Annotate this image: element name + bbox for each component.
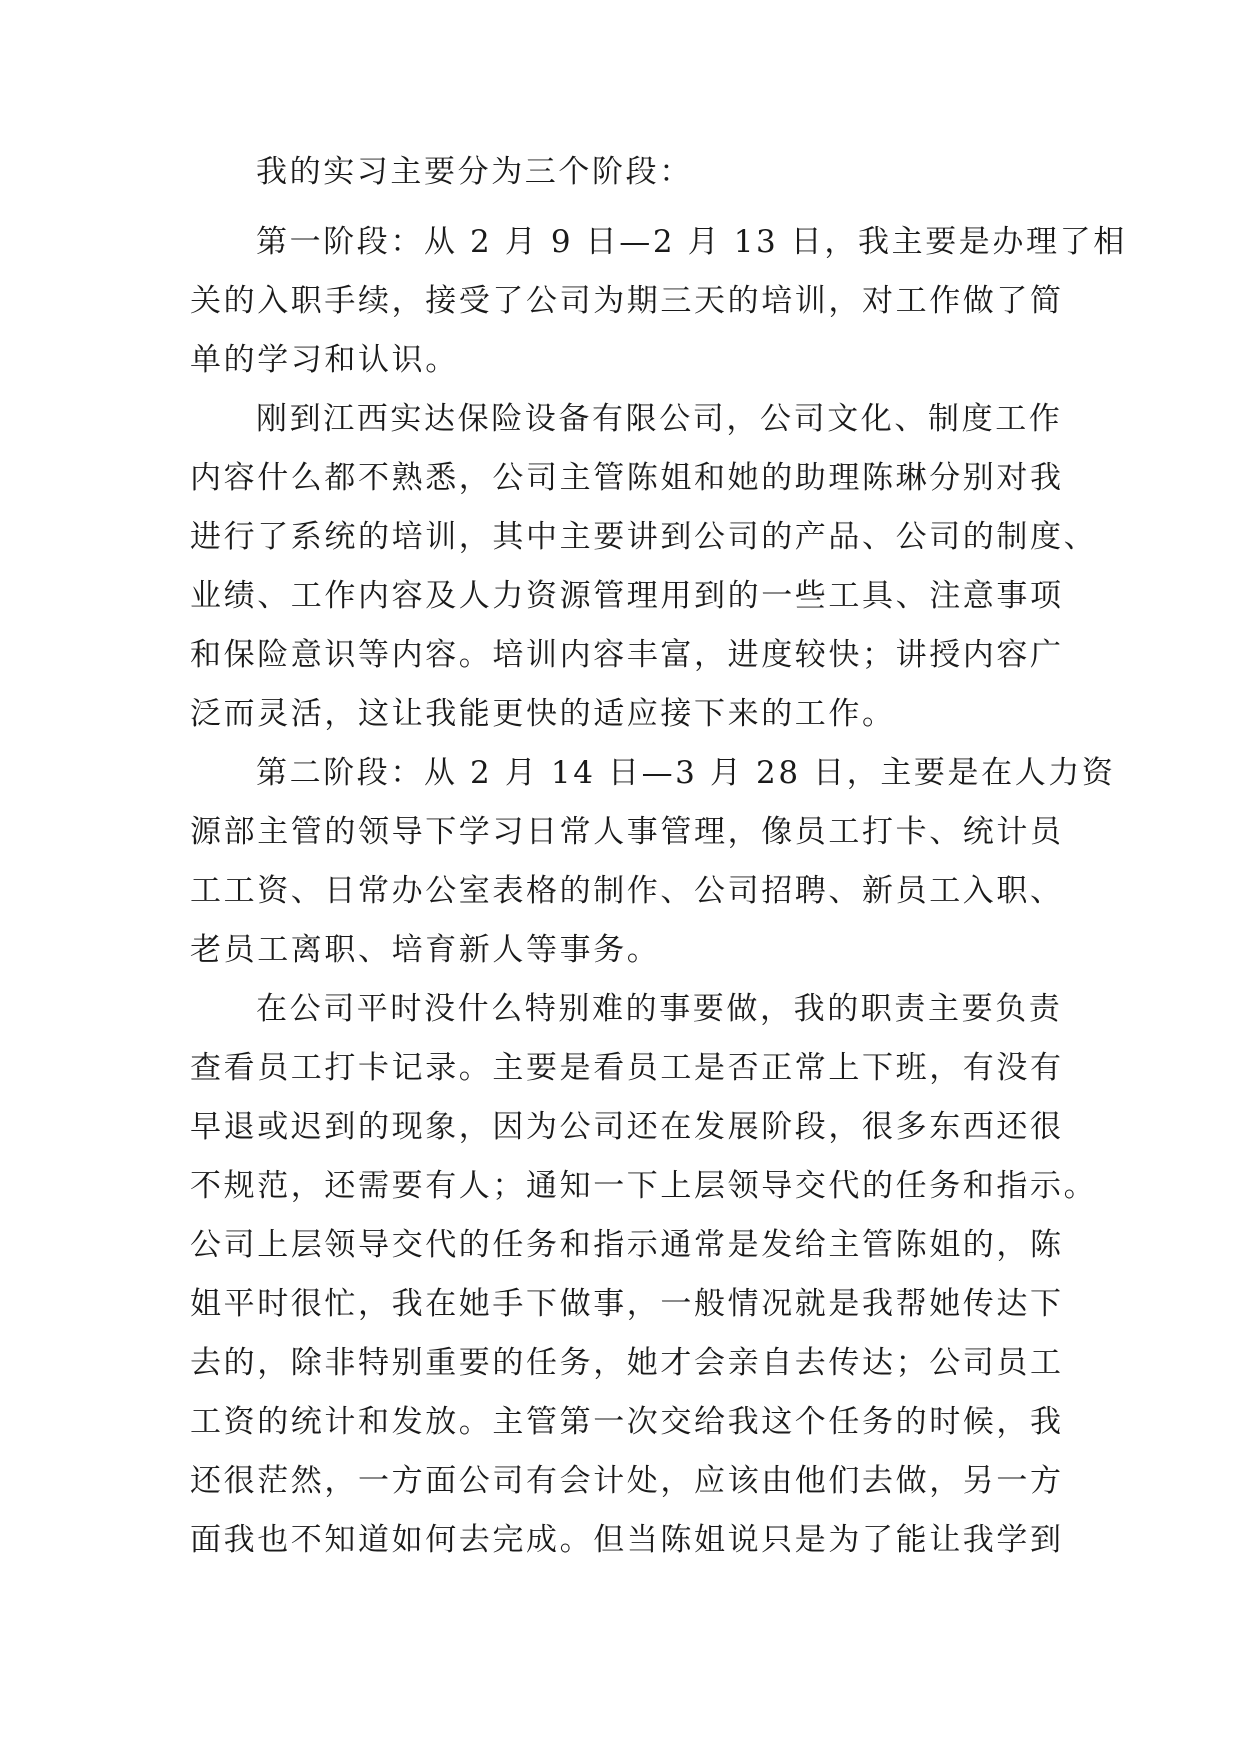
- text-line: 不规范，还需要有人；通知一下上层领导交代的任务和指示。: [190, 1168, 1098, 1204]
- text-line: 我的实习主要分为三个阶段：: [256, 154, 693, 190]
- text-line: 第二阶段：从 2 月 14 日—3 月 28 日，主要是在人力资: [256, 755, 1116, 791]
- text-line: 在公司平时没什么特别难的事要做，我的职责主要负责: [256, 991, 1063, 1027]
- text-line: 源部主管的领导下学习日常人事管理，像员工打卡、统计员: [190, 814, 1064, 850]
- text-line: 泛而灵活，这让我能更快的适应接下来的工作。: [190, 696, 896, 732]
- text-line: 业绩、工作内容及人力资源管理用到的一些工具、注意事项: [190, 578, 1064, 614]
- text-line: 工资的统计和发放。主管第一次交给我这个任务的时候，我: [190, 1404, 1064, 1440]
- text-line: 查看员工打卡记录。主要是看员工是否正常上下班，有没有: [190, 1050, 1064, 1086]
- text-line: 刚到江西实达保险设备有限公司，公司文化、制度工作: [256, 401, 1063, 437]
- text-line: 还很茫然，一方面公司有会计处，应该由他们去做，另一方: [190, 1463, 1064, 1499]
- text-line: 进行了系统的培训，其中主要讲到公司的产品、公司的制度、: [190, 519, 1098, 555]
- text-line: 老员工离职、培育新人等事务。: [190, 932, 661, 968]
- text-line: 第一阶段：从 2 月 9 日—2 月 13 日，我主要是办理了相: [256, 224, 1127, 260]
- text-line: 关的入职手续，接受了公司为期三天的培训，对工作做了简: [190, 283, 1064, 319]
- text-line: 面我也不知道如何去完成。但当陈姐说只是为了能让我学到: [190, 1522, 1064, 1558]
- text-line: 姐平时很忙，我在她手下做事，一般情况就是我帮她传达下: [190, 1286, 1064, 1322]
- text-line: 早退或迟到的现象，因为公司还在发展阶段，很多东西还很: [190, 1109, 1064, 1145]
- text-line: 工工资、日常办公室表格的制作、公司招聘、新员工入职、: [190, 873, 1064, 909]
- text-line: 和保险意识等内容。培训内容丰富，进度较快；讲授内容广: [190, 637, 1064, 673]
- text-line: 去的，除非特别重要的任务，她才会亲自去传达；公司员工: [190, 1345, 1064, 1381]
- text-line: 公司上层领导交代的任务和指示通常是发给主管陈姐的，陈: [190, 1227, 1064, 1263]
- text-line: 内容什么都不熟悉，公司主管陈姐和她的助理陈琳分别对我: [190, 460, 1064, 496]
- text-line: 单的学习和认识。: [190, 342, 459, 378]
